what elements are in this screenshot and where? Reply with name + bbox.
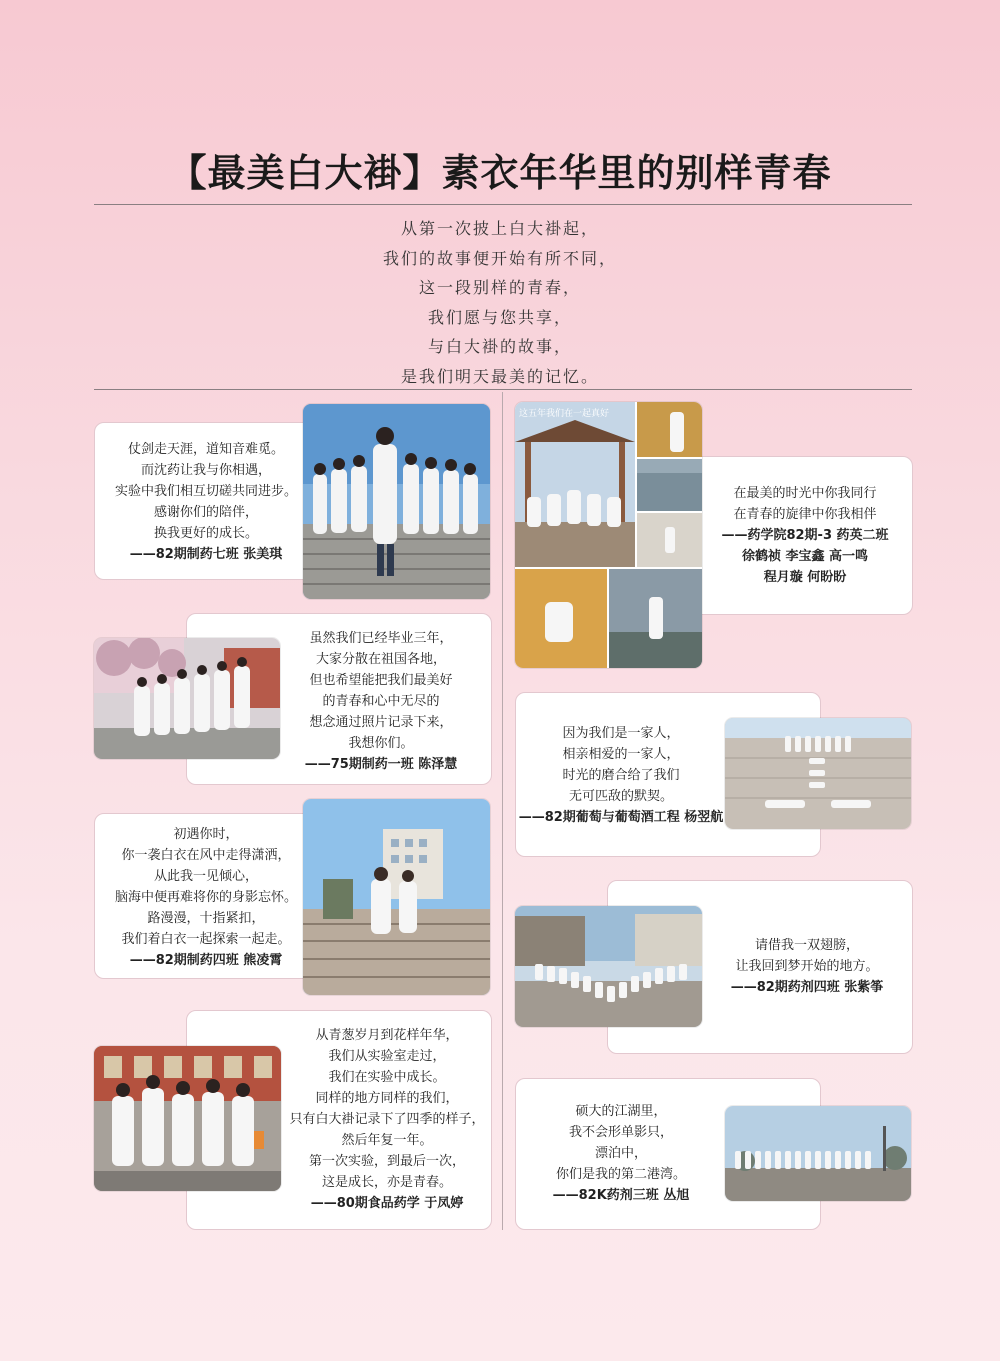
story-line: 硕大的江湖里， — [575, 1104, 667, 1119]
story-line: 无可匹敌的默契。 — [568, 789, 673, 804]
photo-line-formation — [725, 1106, 911, 1201]
story-line: 感谢你们的陪伴， — [153, 505, 258, 520]
intro-line: 是我们明天最美的记忆。 — [400, 366, 599, 386]
title-rule — [94, 204, 912, 205]
story-line: 第一次实验，到最后一次， — [308, 1154, 465, 1169]
story-line: 同样的地方同样的我们， — [315, 1091, 459, 1106]
story-line: 在青春的旋律中你我相伴 — [733, 507, 877, 522]
photo-v-formation — [515, 906, 702, 1027]
collage-caption: 这五年我们在一起真好 — [519, 409, 610, 419]
story-line: 实验中我们相互切磋共同进步。 — [114, 484, 297, 499]
story-signature: ——82K药剂三班 丛旭 — [552, 1188, 690, 1203]
story-text — [95, 824, 317, 971]
story-line: 在最美的时光中你我同行 — [733, 486, 877, 501]
story-card-3 — [94, 813, 328, 979]
story-line: 相亲相爱的一家人， — [562, 747, 680, 762]
story-signature: 徐鹤祯 李宝鑫 高一鸣 — [741, 549, 869, 564]
story-signature: ——75期制药一班 陈泽慧 — [304, 757, 458, 772]
photo-cherry-blossom — [94, 638, 280, 759]
intro-line: 这一段别样的青春， — [418, 278, 581, 297]
story-line: 虽然我们已经毕业三年， — [309, 631, 453, 646]
story-line: 只有白大褂记录下了四季的样子， — [289, 1112, 485, 1127]
story-text — [281, 628, 481, 775]
story-signature: ——80期食品药学 于凤婷 — [310, 1196, 464, 1211]
photo-couple-stairs — [303, 799, 490, 995]
story-text — [705, 483, 905, 588]
intro-line: 我们愿与您共享， — [427, 307, 572, 327]
story-signature: ——82期制药七班 张美琪 — [129, 547, 283, 562]
story-line: 我们从实验室走过， — [328, 1049, 446, 1064]
story-text — [516, 723, 726, 828]
page-title: 【最美白大褂】素衣年华里的别样青春 — [168, 150, 832, 195]
story-signature: ——82期葡萄与葡萄酒工程 杨翌航 — [518, 810, 724, 825]
story-line: 大家分散在祖国各地， — [315, 652, 446, 667]
story-line: 请借我一双翅膀， — [754, 938, 859, 953]
story-line: 我想你们。 — [348, 736, 414, 751]
story-line: 脑海中便再难将你的身影忘怀。 — [114, 890, 297, 905]
story-line: 换我更好的成长。 — [153, 526, 258, 541]
column-divider — [502, 392, 503, 1230]
story-line: 我不会形单影只， — [568, 1125, 673, 1140]
story-text — [516, 1101, 726, 1206]
story-line: 从青葱岁月到花样年华， — [315, 1028, 459, 1043]
photo-heart-formation — [725, 718, 911, 829]
story-line: 而沈药让我与你相遇， — [140, 463, 271, 478]
story-line: 但也希望能把我们最美好 — [309, 673, 453, 688]
story-line: 从此我一见倾心， — [153, 869, 258, 884]
intro-line: 从第一次披上白大褂起， — [400, 219, 599, 238]
intro-line: 与白大褂的故事， — [427, 337, 572, 356]
story-card-1 — [94, 422, 328, 580]
story-line: 我们着白衣一起探索一起走。 — [121, 932, 291, 947]
story-line: 想念通过照片记录下来， — [309, 715, 453, 730]
photo-collage — [515, 402, 702, 668]
story-line: 我们在实验中成长。 — [328, 1070, 446, 1085]
story-card-5 — [690, 456, 913, 615]
story-text — [281, 1025, 493, 1214]
story-text — [702, 935, 912, 998]
story-line: 仗剑走天涯，道知音难觅。 — [127, 442, 284, 457]
story-signature: ——药学院82期-3 药英二班 — [721, 528, 889, 543]
story-line: 这是成长，亦是青春。 — [321, 1175, 452, 1190]
story-line: 时光的磨合给了我们 — [562, 768, 680, 783]
intro-rule — [94, 389, 912, 390]
story-line: 路漫漫，十指紧扣， — [147, 911, 265, 926]
story-line: 你一袭白衣在风中走得潇洒， — [121, 848, 291, 863]
story-signature: ——82期制药四班 熊凌霄 — [129, 953, 283, 968]
story-line: 的青春和心中无尽的 — [322, 694, 440, 709]
story-line: 让我回到梦开始的地方。 — [735, 959, 879, 974]
story-line: 你们是我的第二港湾。 — [555, 1167, 686, 1182]
intro-line: 我们的故事便开始有所不同， — [382, 248, 617, 268]
story-line: 漂泊中， — [594, 1146, 647, 1161]
story-line: 因为我们是一家人， — [562, 726, 680, 741]
intro-poem — [300, 214, 700, 391]
photo-group-stairs — [303, 404, 490, 599]
story-signature: 程月璇 何盼盼 — [763, 570, 847, 585]
story-text — [95, 439, 317, 565]
story-signature: ——82期药剂四班 张紫筝 — [730, 980, 884, 995]
photo-lab-group — [94, 1046, 281, 1191]
story-line: 初遇你时， — [173, 827, 239, 842]
story-line: 然后年复一年。 — [341, 1133, 433, 1148]
